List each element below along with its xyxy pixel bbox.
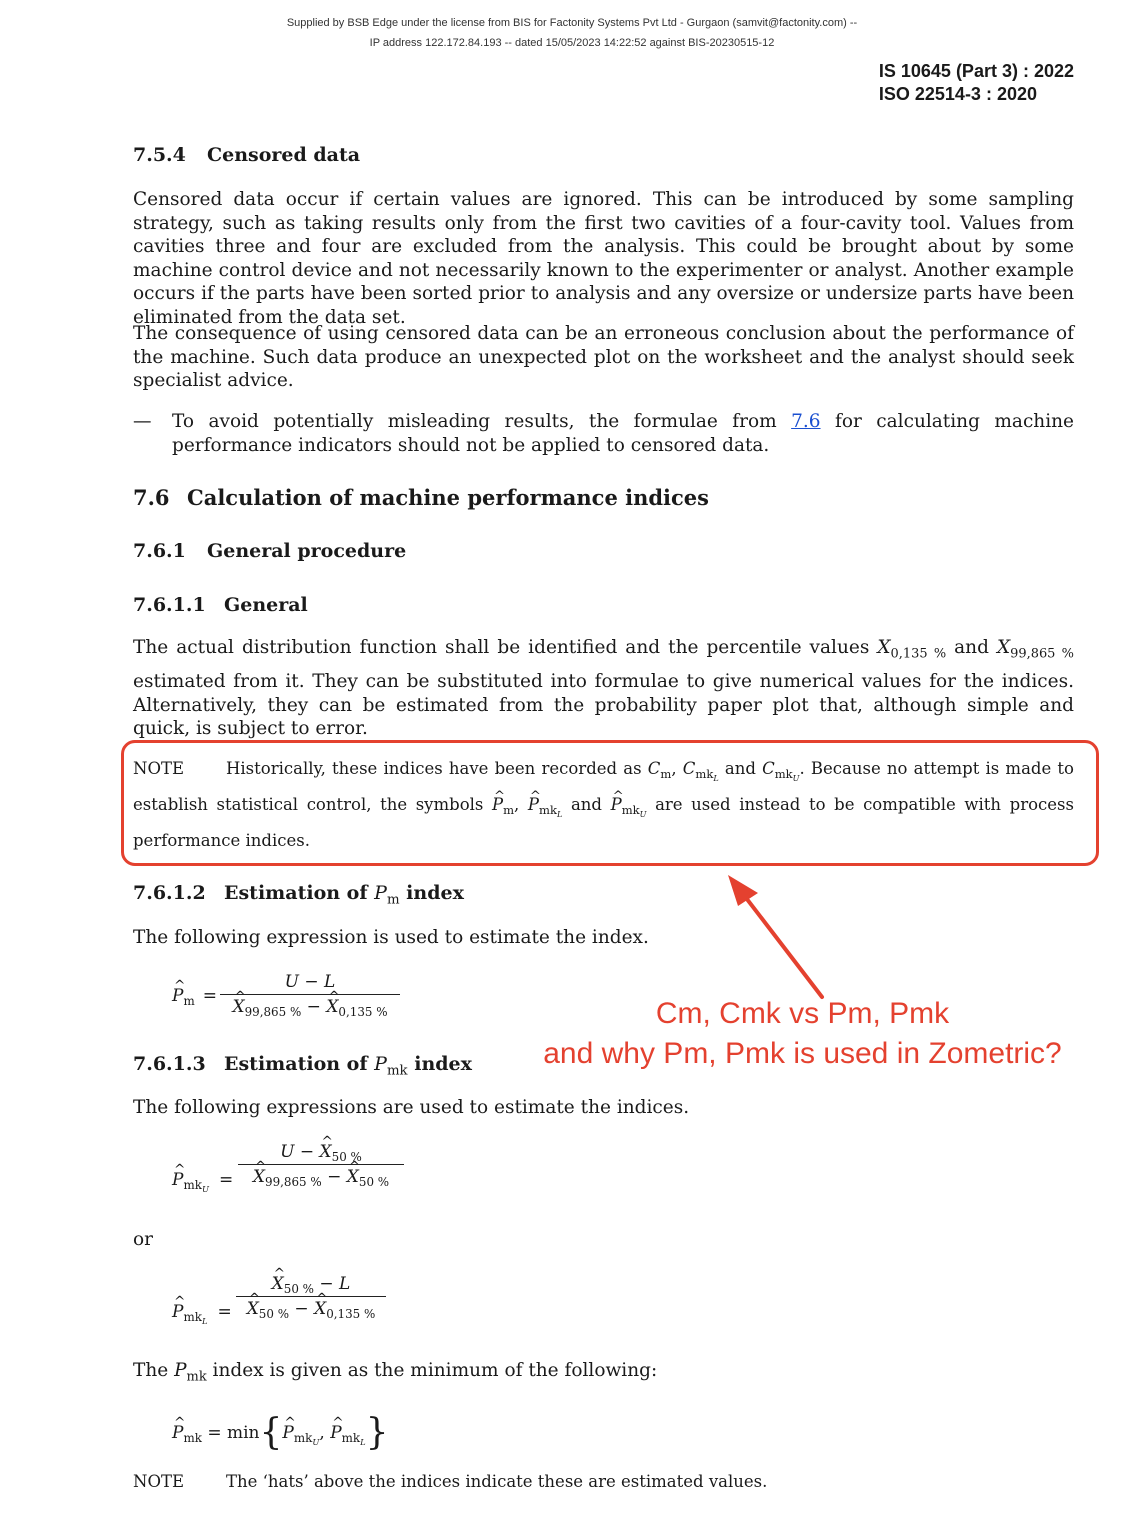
sub-m: m: [660, 767, 672, 782]
eq-pmku-lhs: ^ $P_{mk_U}$ =: [172, 1170, 233, 1190]
note-label: NOTE: [133, 759, 185, 778]
denominator: ^ $X_{99,865 \%}$ − ^ $X_{0,135 \%}$: [232, 995, 387, 1017]
section-number: 7.6.1.1: [133, 594, 206, 616]
section-heading-7-5-4: [133, 144, 360, 166]
general-para-rest: estimated from it. They can be substituted into formulae to give numerical values for the indices. Alternatively, they can be estimated from the probability paper plot that, although simple and quick, is subject to error.: [133, 671, 1074, 739]
c-symbol: C: [682, 759, 696, 778]
p-symbol: P: [374, 882, 387, 904]
c-symbol: C: [762, 759, 775, 778]
section-number: 7.6.1: [133, 540, 186, 562]
sub-mk-u: mkU: [621, 803, 647, 819]
numerator: U − ^ $X_{50 \%}$: [274, 1142, 368, 1164]
sub-mk-l: mkL: [539, 803, 563, 819]
section-heading-7-6-1-3: [133, 1053, 472, 1079]
eq-pmkl-lhs: ^ $P_{mk_L}$ =: [172, 1302, 232, 1322]
sub-mk-u: mkU: [774, 767, 800, 783]
annotation-line-1: Cm, Cmk vs Pm, Pmk: [655, 997, 950, 1030]
annotation-arrow-icon: [700, 860, 860, 1010]
link-7-6[interactable]: 7.6: [791, 411, 821, 432]
and-text: and: [718, 759, 763, 778]
title-pre: Estimation of: [224, 882, 375, 904]
note-historical: [133, 751, 1074, 859]
comma: ,: [514, 795, 528, 814]
section-heading-7-6-1: [133, 540, 406, 562]
standard-iso: ISO 22514-3 : 2020: [878, 84, 1037, 104]
p-hat-symbol: ^ P: [528, 787, 539, 823]
bullet-text-post: for calculating machine performance indicators should not be applied to censored data.: [172, 411, 1074, 456]
standard-designation: [879, 60, 1074, 106]
p-hat-symbol: ^ P: [492, 787, 503, 823]
p-hat-symbol: ^ P: [611, 787, 622, 823]
denominator: ^ $X_{50 \%}$ − ^ $X_{0,135 \%}$: [247, 1297, 376, 1319]
c-symbol: C: [647, 759, 661, 778]
section-title: General: [224, 594, 308, 616]
supply-line-2: IP address 122.172.84.193 -- dated 15/05/2023 14:22:52 against BIS-20230515-12: [369, 37, 775, 49]
dash-marker: —: [133, 411, 152, 432]
estimation-pm-intro: The following expression is used to estimate the index.: [133, 927, 649, 948]
pmk-minimum-text: The $P_{mk}$ index is given as the minimum of the following:: [133, 1360, 658, 1385]
supply-line-1: Supplied by BSB Edge under the license from BIS for Factonity Systems Pvt Ltd - Gurgaon (samvit@factonity.com) --: [286, 17, 858, 29]
general-para-line1: [133, 636, 1074, 660]
section-title: Censored data: [207, 144, 361, 166]
title-post: index: [399, 882, 464, 904]
numerator: ^ $X_{50 \%} - L$: [266, 1274, 357, 1296]
sub-m: m: [386, 892, 400, 908]
annotation-line-2: and why Pm, Pmk is used in Zometric?: [543, 1037, 1062, 1070]
and-text: and: [946, 637, 997, 658]
p-symbol: P: [374, 1053, 387, 1075]
sub-mk: mk: [386, 1063, 408, 1079]
section-number: 7.6.1.3: [133, 1053, 206, 1075]
section-title: Calculation of machine performance indices: [187, 485, 709, 510]
note-text-a: Historically, these indices have been recorded as: [226, 759, 648, 778]
sub-mk-l: mkL: [695, 767, 719, 783]
section-heading-7-6-1-2: [133, 882, 464, 908]
and-text: and: [562, 795, 611, 814]
sub-m: m: [503, 803, 515, 818]
paragraph-censored-1: Censored data occur if certain values are ignored. This can be introduced by some sampling strategy, such as taking results only from the first two cavities of a four-cavity tool. Values from cavities three and four are excluded from the analysis. This could be brought about by some machine control device and not necessarily known to the experimenter or analyst. Another example occurs if the parts have been sorted prior to analysis and any oversize or undersize parts have been eliminated from the data set.: [133, 189, 1074, 328]
eq-pm-lhs: ^ $P_m$ =: [172, 986, 217, 1006]
section-heading-7-6-1-1: [133, 594, 308, 616]
or-text: or: [133, 1229, 153, 1250]
section-number: 7.6.1.2: [133, 882, 206, 904]
bullet-item: [133, 410, 1074, 457]
eq-pm-fraction: [220, 972, 400, 1020]
eq-min: ^ $P_{mk}$ = min{^ $P_{mk_U}$, ^ $P_{mk_L}$}: [172, 1412, 389, 1453]
note-text-b: . Because no attempt is made to establish statistical control, the symbols: [133, 759, 1074, 814]
note-label: NOTE: [133, 1472, 185, 1491]
bullet-text: [172, 410, 1074, 457]
comma: ,: [671, 759, 683, 778]
section-number: 7.6: [133, 485, 170, 510]
note-text-c: are used instead to be compatible with process performance indices.: [133, 795, 1074, 850]
bullet-text-pre: To avoid potentially misleading results, the formulae from: [172, 411, 792, 432]
section-heading-7-6: [133, 485, 709, 510]
x-symbol: X: [877, 637, 891, 658]
title-pre: Estimation of: [224, 1053, 375, 1075]
denominator: ^ $X_{99,865 \%}$ − ^ $X_{50 \%}$: [253, 1165, 389, 1187]
x-subscript-high: 99,865 %: [1010, 646, 1074, 662]
standard-is: IS 10645 (Part 3) : 2022: [878, 61, 1074, 81]
numerator: U − L: [284, 972, 336, 992]
note-text: The ‘hats’ above the indices indicate these are estimated values.: [226, 1472, 768, 1491]
x-subscript-low: 0,135 %: [890, 646, 947, 662]
note-hats: [133, 1472, 767, 1491]
estimation-pmk-intro: The following expressions are used to estimate the indices.: [133, 1097, 690, 1118]
x-symbol: X: [996, 637, 1011, 658]
eq-pmku-fraction: [238, 1142, 404, 1190]
section-title: General procedure: [207, 540, 407, 562]
paragraph-censored-2: The consequence of using censored data can be an erroneous conclusion about the performance of the machine. Such data produce an unexpected plot on the worksheet and the analyst should seek specialist advice.: [133, 323, 1074, 391]
section-number: 7.5.4: [133, 144, 186, 166]
title-post: index: [407, 1053, 472, 1075]
general-text-a: The actual distribution function shall be identified and the percentile values: [133, 637, 878, 658]
eq-pmkl-fraction: [236, 1274, 386, 1322]
